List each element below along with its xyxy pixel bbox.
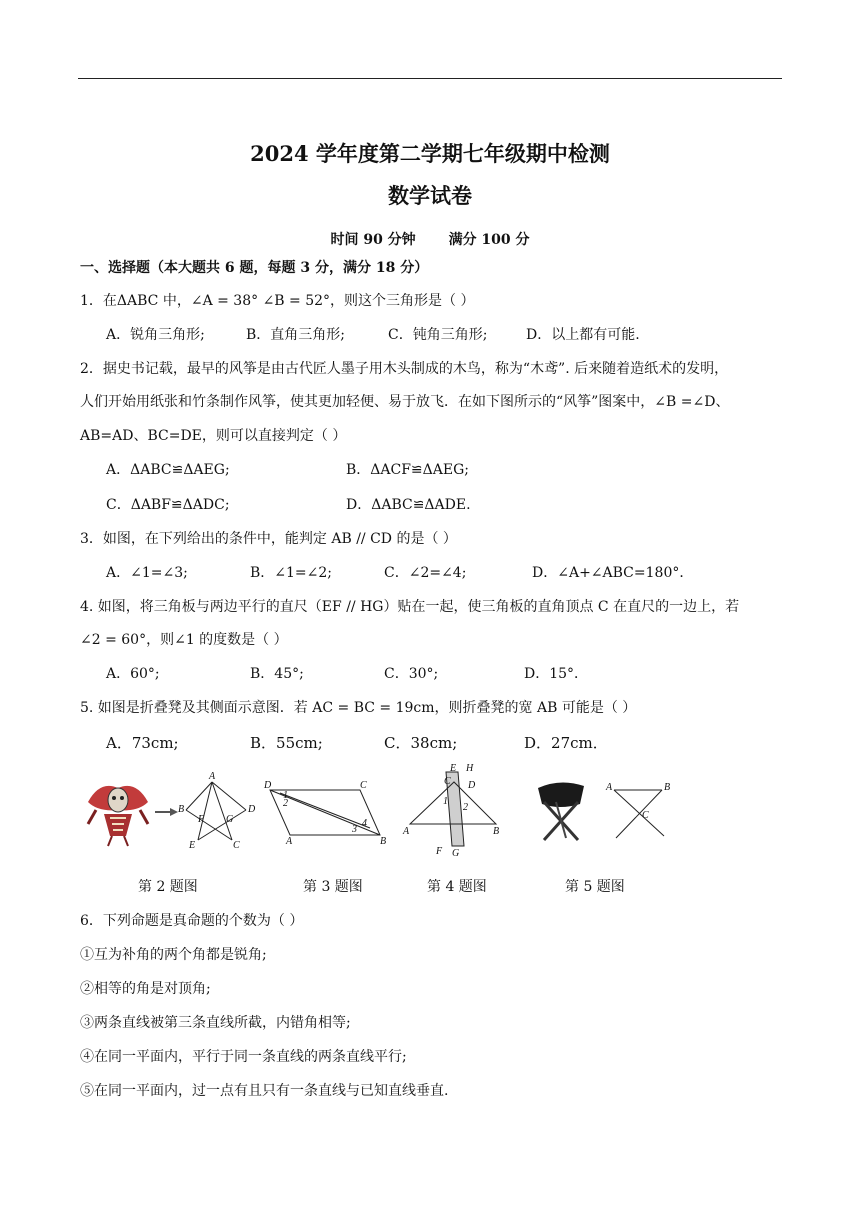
exam-info (0, 229, 860, 249)
fig2-label-b: B (178, 804, 185, 815)
fig4-label-a: A (403, 826, 410, 837)
q5-option-c: C．38cm; (384, 734, 458, 752)
q6-stem: 6．下列命题是真命题的个数为（ ） (80, 913, 304, 929)
fig4-diagram (410, 772, 496, 846)
fig5-label-a: A (606, 782, 613, 793)
figures-strip (0, 760, 860, 870)
exam-time: 时间 90 分钟 (330, 232, 416, 248)
q2-option-b: B．ΔACF≌ΔAEG; (346, 462, 470, 478)
fig4-label-e: E (450, 763, 457, 774)
fig3-label-4: 4 (362, 818, 367, 829)
fig2-label-f: F (198, 814, 205, 825)
q2-line-3: AB=AD、BC=DE，则可以直接判定（ ） (80, 428, 347, 444)
fig2-label-d: D (248, 804, 256, 815)
q5-option-d: D．27cm． (524, 734, 608, 752)
fig3-label-b: B (380, 836, 387, 847)
q2-line-1: 2．据史书记载，最早的风筝是由古代匠人墨子用木头制成的木鸟，称为“木鸢”. 后来随着造纸术的发明， (80, 361, 729, 377)
exam-score: 满分 100 分 (448, 232, 530, 248)
fig2-label-e: E (189, 840, 196, 851)
q5-option-b: B．55cm; (250, 734, 323, 752)
q3-option-d: D．∠A+∠ABC=180°． (532, 565, 694, 581)
fig4-label-d: D (468, 780, 476, 791)
q1-option-d: D．以上都有可能. (526, 327, 640, 343)
fig3-label-c: C (360, 780, 367, 791)
fig5-diagram (614, 790, 664, 838)
q6-item-2: ②相等的角是对顶角; (80, 981, 211, 997)
fig4-label-1: 1 (443, 796, 448, 807)
q3-option-b: B．∠1=∠2; (250, 565, 333, 581)
kite-photo (88, 786, 148, 846)
fig5-label-c: C (642, 810, 649, 821)
exam-subtitle: 数学试卷 (388, 183, 472, 208)
q1-option-b: B．直角三角形; (246, 327, 346, 343)
fig4-label-b: B (493, 826, 500, 837)
q4-option-a: A．60°; (106, 666, 160, 682)
fig2-label-a: A (209, 771, 216, 782)
q5-option-a: A．73cm; (106, 734, 179, 752)
q4-line-2: ∠2 = 60°，则∠1 的度数是（ ） (80, 632, 288, 648)
fig3-caption: 第 3 题图 (303, 879, 363, 895)
q6-item-5: ⑤在同一平面内，过一点有且只有一条直线与已知直线垂直. (80, 1083, 449, 1099)
fig4-label-2: 2 (463, 802, 468, 813)
stool-photo (538, 782, 584, 840)
fig2-label-c: C (233, 840, 240, 851)
q1-stem: 1．在ΔABC 中，∠A = 38° ∠B = 52°，则这个三角形是（ ） (80, 293, 475, 309)
fig3-label-3: 3 (352, 824, 357, 835)
fig3-label-a: A (286, 836, 293, 847)
fig3-label-2: 2 (283, 798, 288, 809)
q6-item-4: ④在同一平面内，平行于同一条直线的两条直线平行; (80, 1049, 407, 1065)
q5-stem: 5. 如图是折叠凳及其侧面示意图．若 AC = BC = 19cm，则折叠凳的宽 AB 可能是（ ） (80, 700, 637, 716)
fig3-label-1: 1 (283, 790, 288, 801)
q6-item-1: ①互为补角的两个角都是锐角; (80, 947, 267, 963)
fig4-label-c: C (444, 776, 451, 787)
q3-stem: 3．如图，在下列给出的条件中，能判定 AB // CD 的是（ ） (80, 531, 457, 547)
fig5-caption: 第 5 题图 (565, 879, 625, 895)
q1-option-c: C．钝角三角形; (388, 327, 488, 343)
q6-item-3: ③两条直线被第三条直线所截，内错角相等; (80, 1015, 351, 1031)
q2-option-c: C．ΔABF≌ΔADC; (106, 497, 230, 513)
fig5-label-b: B (664, 782, 671, 793)
q4-option-b: B．45°; (250, 666, 304, 682)
fig4-caption: 第 4 题图 (427, 879, 487, 895)
q4-line-1: 4. 如图，将三角板与两边平行的直尺（EF // HG）贴在一起，使三角板的直角顶点 C 在直尺的一边上，若 (80, 599, 740, 615)
q2-line-2: 人们开始用纸张和竹条制作风筝，使其更加轻便、易于放飞．在如下图所示的“风筝”图案中，∠B =∠D、 (80, 394, 730, 410)
header-rule (78, 78, 782, 79)
q2-option-a: A．ΔABC≌ΔAEG; (106, 462, 230, 478)
q2-option-d: D．ΔABC≌ΔADE. (346, 497, 471, 513)
fig3-label-d: D (264, 780, 272, 791)
fig4-label-h: H (466, 763, 474, 774)
exam-title: 2024 学年度第二学期七年级期中检测 (250, 141, 610, 166)
arrow-icon (155, 808, 178, 816)
q3-option-a: A．∠1=∠3; (106, 565, 188, 581)
q1-option-a: A．锐角三角形; (106, 327, 205, 343)
fig2-label-g: G (226, 814, 234, 825)
fig4-label-g: G (452, 848, 460, 859)
q4-option-d: D．15°． (524, 666, 589, 682)
q4-option-c: C．30°; (384, 666, 439, 682)
fig2-caption: 第 2 题图 (138, 879, 198, 895)
fig4-label-f: F (436, 846, 443, 857)
fig2-kite-diagram (186, 782, 246, 840)
section-heading: 一、选择题（本大题共 6 题，每题 3 分，满分 18 分） (80, 260, 429, 276)
q3-option-c: C．∠2=∠4; (384, 565, 467, 581)
